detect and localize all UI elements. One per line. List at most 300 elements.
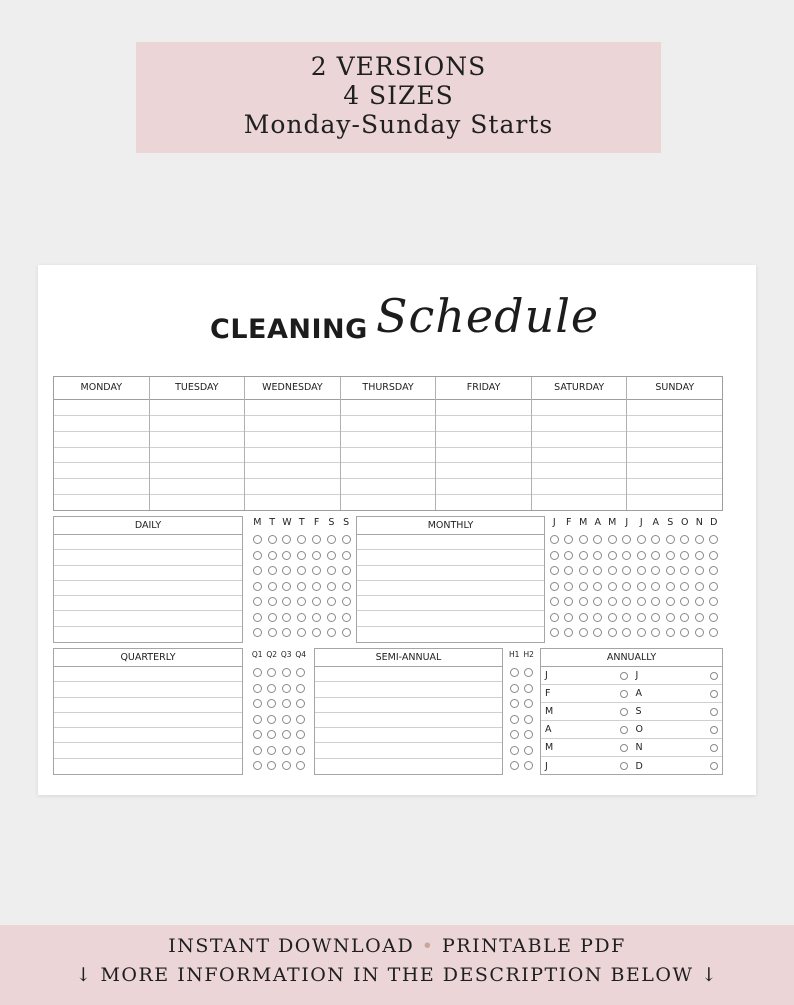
checkbox-circle[interactable]: [622, 597, 631, 606]
checkbox-circle[interactable]: [579, 628, 588, 637]
weekday-row[interactable]: [245, 479, 340, 495]
weekday-row[interactable]: [245, 400, 340, 416]
weekday-row[interactable]: [436, 416, 531, 432]
checkbox-circle[interactable]: [695, 628, 704, 637]
checkbox-circle[interactable]: [622, 582, 631, 591]
checkbox-circle[interactable]: [709, 535, 718, 544]
page-title: [38, 289, 756, 365]
checkbox-circle[interactable]: [620, 672, 628, 680]
checkbox-circle[interactable]: [524, 761, 533, 770]
writing-line[interactable]: [54, 596, 242, 611]
checkbox-circle[interactable]: [637, 597, 646, 606]
checkbox-circle[interactable]: [282, 668, 291, 677]
checkbox-circle[interactable]: [651, 551, 660, 560]
checkbox-circle[interactable]: [297, 628, 306, 637]
checkbox-circle[interactable]: [622, 535, 631, 544]
weekday-row[interactable]: [532, 416, 627, 432]
banner-sizes: 4 SIZES: [343, 81, 454, 110]
checkbox-circle[interactable]: [695, 551, 704, 560]
column-label: J: [625, 517, 629, 528]
checkbox-circle[interactable]: [282, 535, 291, 544]
weekday-row[interactable]: [150, 416, 245, 432]
checkbox-circle[interactable]: [608, 613, 617, 622]
writing-line[interactable]: [54, 698, 242, 713]
checkbox-circle[interactable]: [666, 628, 675, 637]
weekday-row[interactable]: [532, 400, 627, 416]
checkbox-circle[interactable]: [593, 597, 602, 606]
weekday-row[interactable]: [341, 495, 436, 510]
checkbox-circle[interactable]: [579, 597, 588, 606]
checkbox-circle[interactable]: [510, 699, 519, 708]
checkbox-circle[interactable]: [579, 566, 588, 575]
checkbox-circle[interactable]: [593, 628, 602, 637]
checkbox-circle[interactable]: [695, 535, 704, 544]
checkbox-circle[interactable]: [282, 613, 291, 622]
checkbox-circle[interactable]: [327, 551, 336, 560]
checkbox-row: [250, 681, 308, 697]
checkbox-circle[interactable]: [608, 597, 617, 606]
bottom-banner: [0, 925, 794, 1005]
checkbox-circle[interactable]: [524, 715, 533, 724]
annually-header: ANNUALLY: [541, 649, 722, 667]
checkbox-circle[interactable]: [710, 672, 718, 680]
weekday-header: TUESDAY: [150, 377, 245, 400]
checkbox-circle[interactable]: [524, 730, 533, 739]
checkbox-circle[interactable]: [680, 535, 689, 544]
checkbox-circle[interactable]: [342, 551, 351, 560]
checkbox-circle[interactable]: [710, 744, 718, 752]
checkbox-circle[interactable]: [267, 761, 276, 770]
writing-line[interactable]: [357, 535, 544, 550]
checkbox-circle[interactable]: [680, 582, 689, 591]
checkbox-circle[interactable]: [253, 613, 262, 622]
checkbox-circle[interactable]: [651, 582, 660, 591]
checkbox-circle[interactable]: [666, 613, 675, 622]
checkbox-circle[interactable]: [253, 668, 262, 677]
checkbox-circle[interactable]: [312, 613, 321, 622]
checkbox-circle[interactable]: [297, 566, 306, 575]
weekday-row[interactable]: [341, 400, 436, 416]
checkbox-circle[interactable]: [608, 628, 617, 637]
weekday-row[interactable]: [627, 479, 722, 495]
checkbox-circle[interactable]: [327, 566, 336, 575]
checkbox-circle[interactable]: [593, 535, 602, 544]
writing-line[interactable]: [54, 713, 242, 728]
checkbox-circle[interactable]: [564, 628, 573, 637]
column-label: T: [269, 517, 276, 528]
weekday-row[interactable]: [627, 432, 722, 448]
checkbox-circle[interactable]: [524, 746, 533, 755]
weekday-row[interactable]: [245, 432, 340, 448]
weekday-row[interactable]: [150, 448, 245, 464]
checkbox-circle[interactable]: [282, 699, 291, 708]
weekday-row[interactable]: [436, 495, 531, 510]
checkbox-circle[interactable]: [709, 613, 718, 622]
checkbox-circle[interactable]: [297, 582, 306, 591]
checkbox-circle[interactable]: [253, 715, 262, 724]
writing-line[interactable]: [357, 550, 544, 565]
checkbox-circle[interactable]: [282, 566, 291, 575]
column-label: W: [282, 517, 292, 528]
weekday-row[interactable]: [341, 432, 436, 448]
checkbox-circle[interactable]: [510, 761, 519, 770]
quarterly-checkboxes: [250, 650, 308, 774]
checkbox-row: [507, 712, 536, 728]
checkbox-circle[interactable]: [680, 613, 689, 622]
checkbox-circle[interactable]: [666, 551, 675, 560]
writing-line[interactable]: [357, 611, 544, 626]
weekday-row[interactable]: [150, 479, 245, 495]
checkbox-circle[interactable]: [564, 551, 573, 560]
checkbox-circle[interactable]: [651, 566, 660, 575]
checkbox-circle[interactable]: [593, 582, 602, 591]
checkbox-circle[interactable]: [622, 613, 631, 622]
checkbox-circle[interactable]: [282, 684, 291, 693]
writing-line[interactable]: [315, 698, 502, 713]
annual-month: [632, 724, 723, 735]
checkbox-circle[interactable]: [296, 684, 305, 693]
weekday-row[interactable]: [245, 416, 340, 432]
checkbox-circle[interactable]: [342, 582, 351, 591]
weekday-header: WEDNESDAY: [245, 377, 340, 400]
checkbox-circle[interactable]: [312, 535, 321, 544]
semi-annual-header: SEMI-ANNUAL: [315, 649, 502, 667]
checkbox-circle[interactable]: [524, 668, 533, 677]
weekday-row[interactable]: [341, 463, 436, 479]
checkbox-circle[interactable]: [695, 613, 704, 622]
weekday-row[interactable]: [532, 463, 627, 479]
writing-line[interactable]: [357, 566, 544, 581]
checkbox-circle[interactable]: [695, 582, 704, 591]
writing-line[interactable]: [54, 581, 242, 596]
checkbox-circle[interactable]: [342, 566, 351, 575]
weekday-row[interactable]: [150, 463, 245, 479]
checkbox-circle[interactable]: [579, 535, 588, 544]
weekday-row[interactable]: [245, 495, 340, 510]
checkbox-circle[interactable]: [550, 597, 559, 606]
weekday-column: [532, 377, 628, 510]
checkbox-circle[interactable]: [282, 730, 291, 739]
checkbox-circle[interactable]: [510, 715, 519, 724]
checkbox-circle[interactable]: [620, 726, 628, 734]
checkbox-circle[interactable]: [253, 582, 262, 591]
checkbox-circle[interactable]: [579, 582, 588, 591]
checkbox-circle[interactable]: [253, 535, 262, 544]
checkbox-circle[interactable]: [620, 690, 628, 698]
checkbox-circle[interactable]: [564, 582, 573, 591]
writing-line[interactable]: [54, 667, 242, 682]
checkbox-circle[interactable]: [709, 628, 718, 637]
checkbox-circle[interactable]: [710, 690, 718, 698]
column-label: A: [594, 517, 601, 528]
weekday-row[interactable]: [150, 495, 245, 510]
writing-line[interactable]: [54, 728, 242, 743]
checkbox-circle[interactable]: [666, 597, 675, 606]
month-label: A: [545, 724, 552, 735]
checkbox-circle[interactable]: [296, 715, 305, 724]
checkbox-circle[interactable]: [608, 566, 617, 575]
weekday-header: SATURDAY: [532, 377, 627, 400]
weekday-row[interactable]: [54, 463, 149, 479]
checkbox-row: [250, 665, 308, 681]
checkbox-circle[interactable]: [709, 566, 718, 575]
checkbox-circle[interactable]: [312, 628, 321, 637]
checkbox-row: [250, 548, 354, 564]
checkbox-circle[interactable]: [297, 535, 306, 544]
weekday-row[interactable]: [532, 432, 627, 448]
checkbox-circle[interactable]: [510, 746, 519, 755]
column-label: N: [695, 517, 703, 528]
weekday-row[interactable]: [532, 479, 627, 495]
writing-line[interactable]: [54, 682, 242, 697]
weekday-row[interactable]: [436, 432, 531, 448]
checkbox-circle[interactable]: [680, 628, 689, 637]
checkbox-circle[interactable]: [710, 762, 718, 770]
checkbox-circle[interactable]: [550, 613, 559, 622]
checkbox-circle[interactable]: [620, 708, 628, 716]
weekday-row[interactable]: [245, 463, 340, 479]
checkbox-circle[interactable]: [297, 613, 306, 622]
checkbox-circle[interactable]: [524, 699, 533, 708]
checkbox-circle[interactable]: [342, 597, 351, 606]
column-labels: [250, 650, 308, 665]
weekday-header: FRIDAY: [436, 377, 531, 400]
checkbox-circle[interactable]: [327, 613, 336, 622]
checkbox-circle[interactable]: [267, 730, 276, 739]
checkbox-circle[interactable]: [327, 582, 336, 591]
checkbox-circle[interactable]: [312, 566, 321, 575]
separator-dot: •: [421, 935, 435, 957]
checkbox-circle[interactable]: [253, 597, 262, 606]
checkbox-circle[interactable]: [637, 535, 646, 544]
checkbox-circle[interactable]: [593, 613, 602, 622]
checkbox-circle[interactable]: [253, 684, 262, 693]
checkbox-circle[interactable]: [282, 715, 291, 724]
checkbox-circle[interactable]: [312, 582, 321, 591]
checkbox-circle[interactable]: [637, 582, 646, 591]
checkbox-circle[interactable]: [564, 597, 573, 606]
checkbox-circle[interactable]: [268, 582, 277, 591]
checkbox-circle[interactable]: [695, 597, 704, 606]
checkbox-circle[interactable]: [620, 762, 628, 770]
checkbox-circle[interactable]: [680, 551, 689, 560]
checkbox-circle[interactable]: [680, 597, 689, 606]
writing-line[interactable]: [54, 550, 242, 565]
checkbox-circle[interactable]: [268, 628, 277, 637]
writing-line[interactable]: [315, 667, 502, 682]
checkbox-row: [250, 594, 354, 610]
checkbox-circle[interactable]: [296, 699, 305, 708]
checkbox-circle[interactable]: [710, 726, 718, 734]
weekday-row[interactable]: [54, 495, 149, 510]
checkbox-circle[interactable]: [550, 582, 559, 591]
checkbox-circle[interactable]: [637, 551, 646, 560]
checkbox-circle[interactable]: [651, 613, 660, 622]
checkbox-circle[interactable]: [550, 628, 559, 637]
checkbox-circle[interactable]: [282, 761, 291, 770]
checkbox-circle[interactable]: [651, 597, 660, 606]
checkbox-circle[interactable]: [637, 613, 646, 622]
checkbox-circle[interactable]: [710, 708, 718, 716]
checkbox-circle[interactable]: [550, 535, 559, 544]
checkbox-circle[interactable]: [268, 535, 277, 544]
checkbox-circle[interactable]: [622, 628, 631, 637]
weekday-row[interactable]: [436, 400, 531, 416]
checkbox-circle[interactable]: [622, 551, 631, 560]
writing-line[interactable]: [54, 611, 242, 626]
checkbox-circle[interactable]: [510, 730, 519, 739]
title-cleaning: CLEANING: [210, 314, 368, 345]
month-label: M: [545, 706, 554, 717]
checkbox-circle[interactable]: [312, 551, 321, 560]
writing-line[interactable]: [315, 743, 502, 758]
weekday-row[interactable]: [532, 448, 627, 464]
writing-line[interactable]: [54, 535, 242, 550]
checkbox-circle[interactable]: [267, 668, 276, 677]
writing-line[interactable]: [54, 566, 242, 581]
weekday-row[interactable]: [436, 448, 531, 464]
writing-line[interactable]: [315, 713, 502, 728]
column-label: M: [608, 517, 617, 528]
weekday-row[interactable]: [341, 448, 436, 464]
checkbox-circle[interactable]: [550, 551, 559, 560]
checkbox-circle[interactable]: [253, 699, 262, 708]
checkbox-circle[interactable]: [342, 628, 351, 637]
checkbox-circle[interactable]: [268, 613, 277, 622]
checkbox-circle[interactable]: [593, 551, 602, 560]
weekday-row[interactable]: [150, 432, 245, 448]
checkbox-circle[interactable]: [620, 744, 628, 752]
checkbox-row: [507, 665, 536, 681]
checkbox-circle[interactable]: [579, 551, 588, 560]
checkbox-circle[interactable]: [637, 566, 646, 575]
weekday-row[interactable]: [341, 479, 436, 495]
weekday-row[interactable]: [150, 400, 245, 416]
checkbox-circle[interactable]: [282, 582, 291, 591]
weekday-row[interactable]: [627, 463, 722, 479]
checkbox-circle[interactable]: [709, 597, 718, 606]
checkbox-circle[interactable]: [297, 597, 306, 606]
writing-line[interactable]: [54, 627, 242, 642]
weekday-row[interactable]: [54, 432, 149, 448]
checkbox-circle[interactable]: [253, 761, 262, 770]
checkbox-circle[interactable]: [666, 535, 675, 544]
weekday-row[interactable]: [54, 416, 149, 432]
checkbox-circle[interactable]: [564, 566, 573, 575]
checkbox-circle[interactable]: [267, 715, 276, 724]
checkbox-circle[interactable]: [253, 628, 262, 637]
checkbox-circle[interactable]: [327, 597, 336, 606]
weekday-row[interactable]: [627, 448, 722, 464]
checkbox-circle[interactable]: [342, 535, 351, 544]
writing-line[interactable]: [357, 581, 544, 596]
weekday-row[interactable]: [245, 448, 340, 464]
checkbox-circle[interactable]: [579, 613, 588, 622]
checkbox-circle[interactable]: [282, 551, 291, 560]
checkbox-circle[interactable]: [268, 597, 277, 606]
checkbox-circle[interactable]: [327, 628, 336, 637]
checkbox-circle[interactable]: [622, 566, 631, 575]
checkbox-circle[interactable]: [253, 746, 262, 755]
weekday-row[interactable]: [532, 495, 627, 510]
month-label: M: [545, 742, 554, 753]
weekday-row[interactable]: [436, 463, 531, 479]
checkbox-circle[interactable]: [524, 684, 533, 693]
annual-month: [632, 742, 723, 753]
checkbox-circle[interactable]: [550, 566, 559, 575]
weekday-row[interactable]: [627, 416, 722, 432]
checkbox-circle[interactable]: [680, 566, 689, 575]
checkbox-circle[interactable]: [297, 551, 306, 560]
writing-line[interactable]: [54, 743, 242, 758]
checkbox-circle[interactable]: [312, 597, 321, 606]
checkbox-circle[interactable]: [267, 699, 276, 708]
weekday-row[interactable]: [54, 448, 149, 464]
checkbox-circle[interactable]: [296, 668, 305, 677]
weekday-row[interactable]: [627, 400, 722, 416]
checkbox-circle[interactable]: [296, 761, 305, 770]
checkbox-row: [547, 563, 721, 579]
checkbox-circle[interactable]: [296, 730, 305, 739]
checkbox-circle[interactable]: [666, 566, 675, 575]
checkbox-circle[interactable]: [267, 684, 276, 693]
checkbox-circle[interactable]: [268, 566, 277, 575]
checkbox-circle[interactable]: [593, 566, 602, 575]
weekday-row[interactable]: [627, 495, 722, 510]
checkbox-circle[interactable]: [651, 535, 660, 544]
checkbox-circle[interactable]: [327, 535, 336, 544]
checkbox-circle[interactable]: [268, 551, 277, 560]
checkbox-circle[interactable]: [709, 551, 718, 560]
checkbox-circle[interactable]: [282, 597, 291, 606]
checkbox-circle[interactable]: [666, 582, 675, 591]
writing-line[interactable]: [315, 759, 502, 774]
checkbox-circle[interactable]: [608, 551, 617, 560]
checkbox-circle[interactable]: [695, 566, 704, 575]
weekday-row[interactable]: [436, 479, 531, 495]
checkbox-circle[interactable]: [637, 628, 646, 637]
checkbox-circle[interactable]: [709, 582, 718, 591]
checkbox-circle[interactable]: [253, 566, 262, 575]
checkbox-circle[interactable]: [651, 628, 660, 637]
checkbox-circle[interactable]: [282, 746, 291, 755]
checkbox-circle[interactable]: [608, 535, 617, 544]
checkbox-circle[interactable]: [608, 582, 617, 591]
writing-line[interactable]: [357, 627, 544, 642]
column-labels: [507, 650, 536, 665]
writing-line[interactable]: [315, 682, 502, 697]
checkbox-circle[interactable]: [510, 668, 519, 677]
weekday-row[interactable]: [54, 479, 149, 495]
checkbox-circle[interactable]: [564, 535, 573, 544]
checkbox-circle[interactable]: [253, 730, 262, 739]
checkbox-row: [547, 625, 721, 641]
checkbox-circle[interactable]: [296, 746, 305, 755]
column-label: Q1: [251, 650, 263, 659]
writing-line[interactable]: [357, 596, 544, 611]
checkbox-circle[interactable]: [342, 613, 351, 622]
writing-line[interactable]: [54, 759, 242, 774]
checkbox-circle[interactable]: [267, 746, 276, 755]
checkbox-circle[interactable]: [253, 551, 262, 560]
writing-line[interactable]: [315, 728, 502, 743]
weekday-row[interactable]: [54, 400, 149, 416]
annual-row: [541, 667, 722, 685]
checkbox-circle[interactable]: [282, 628, 291, 637]
weekday-row[interactable]: [341, 416, 436, 432]
checkbox-circle[interactable]: [510, 684, 519, 693]
checkbox-circle[interactable]: [564, 613, 573, 622]
